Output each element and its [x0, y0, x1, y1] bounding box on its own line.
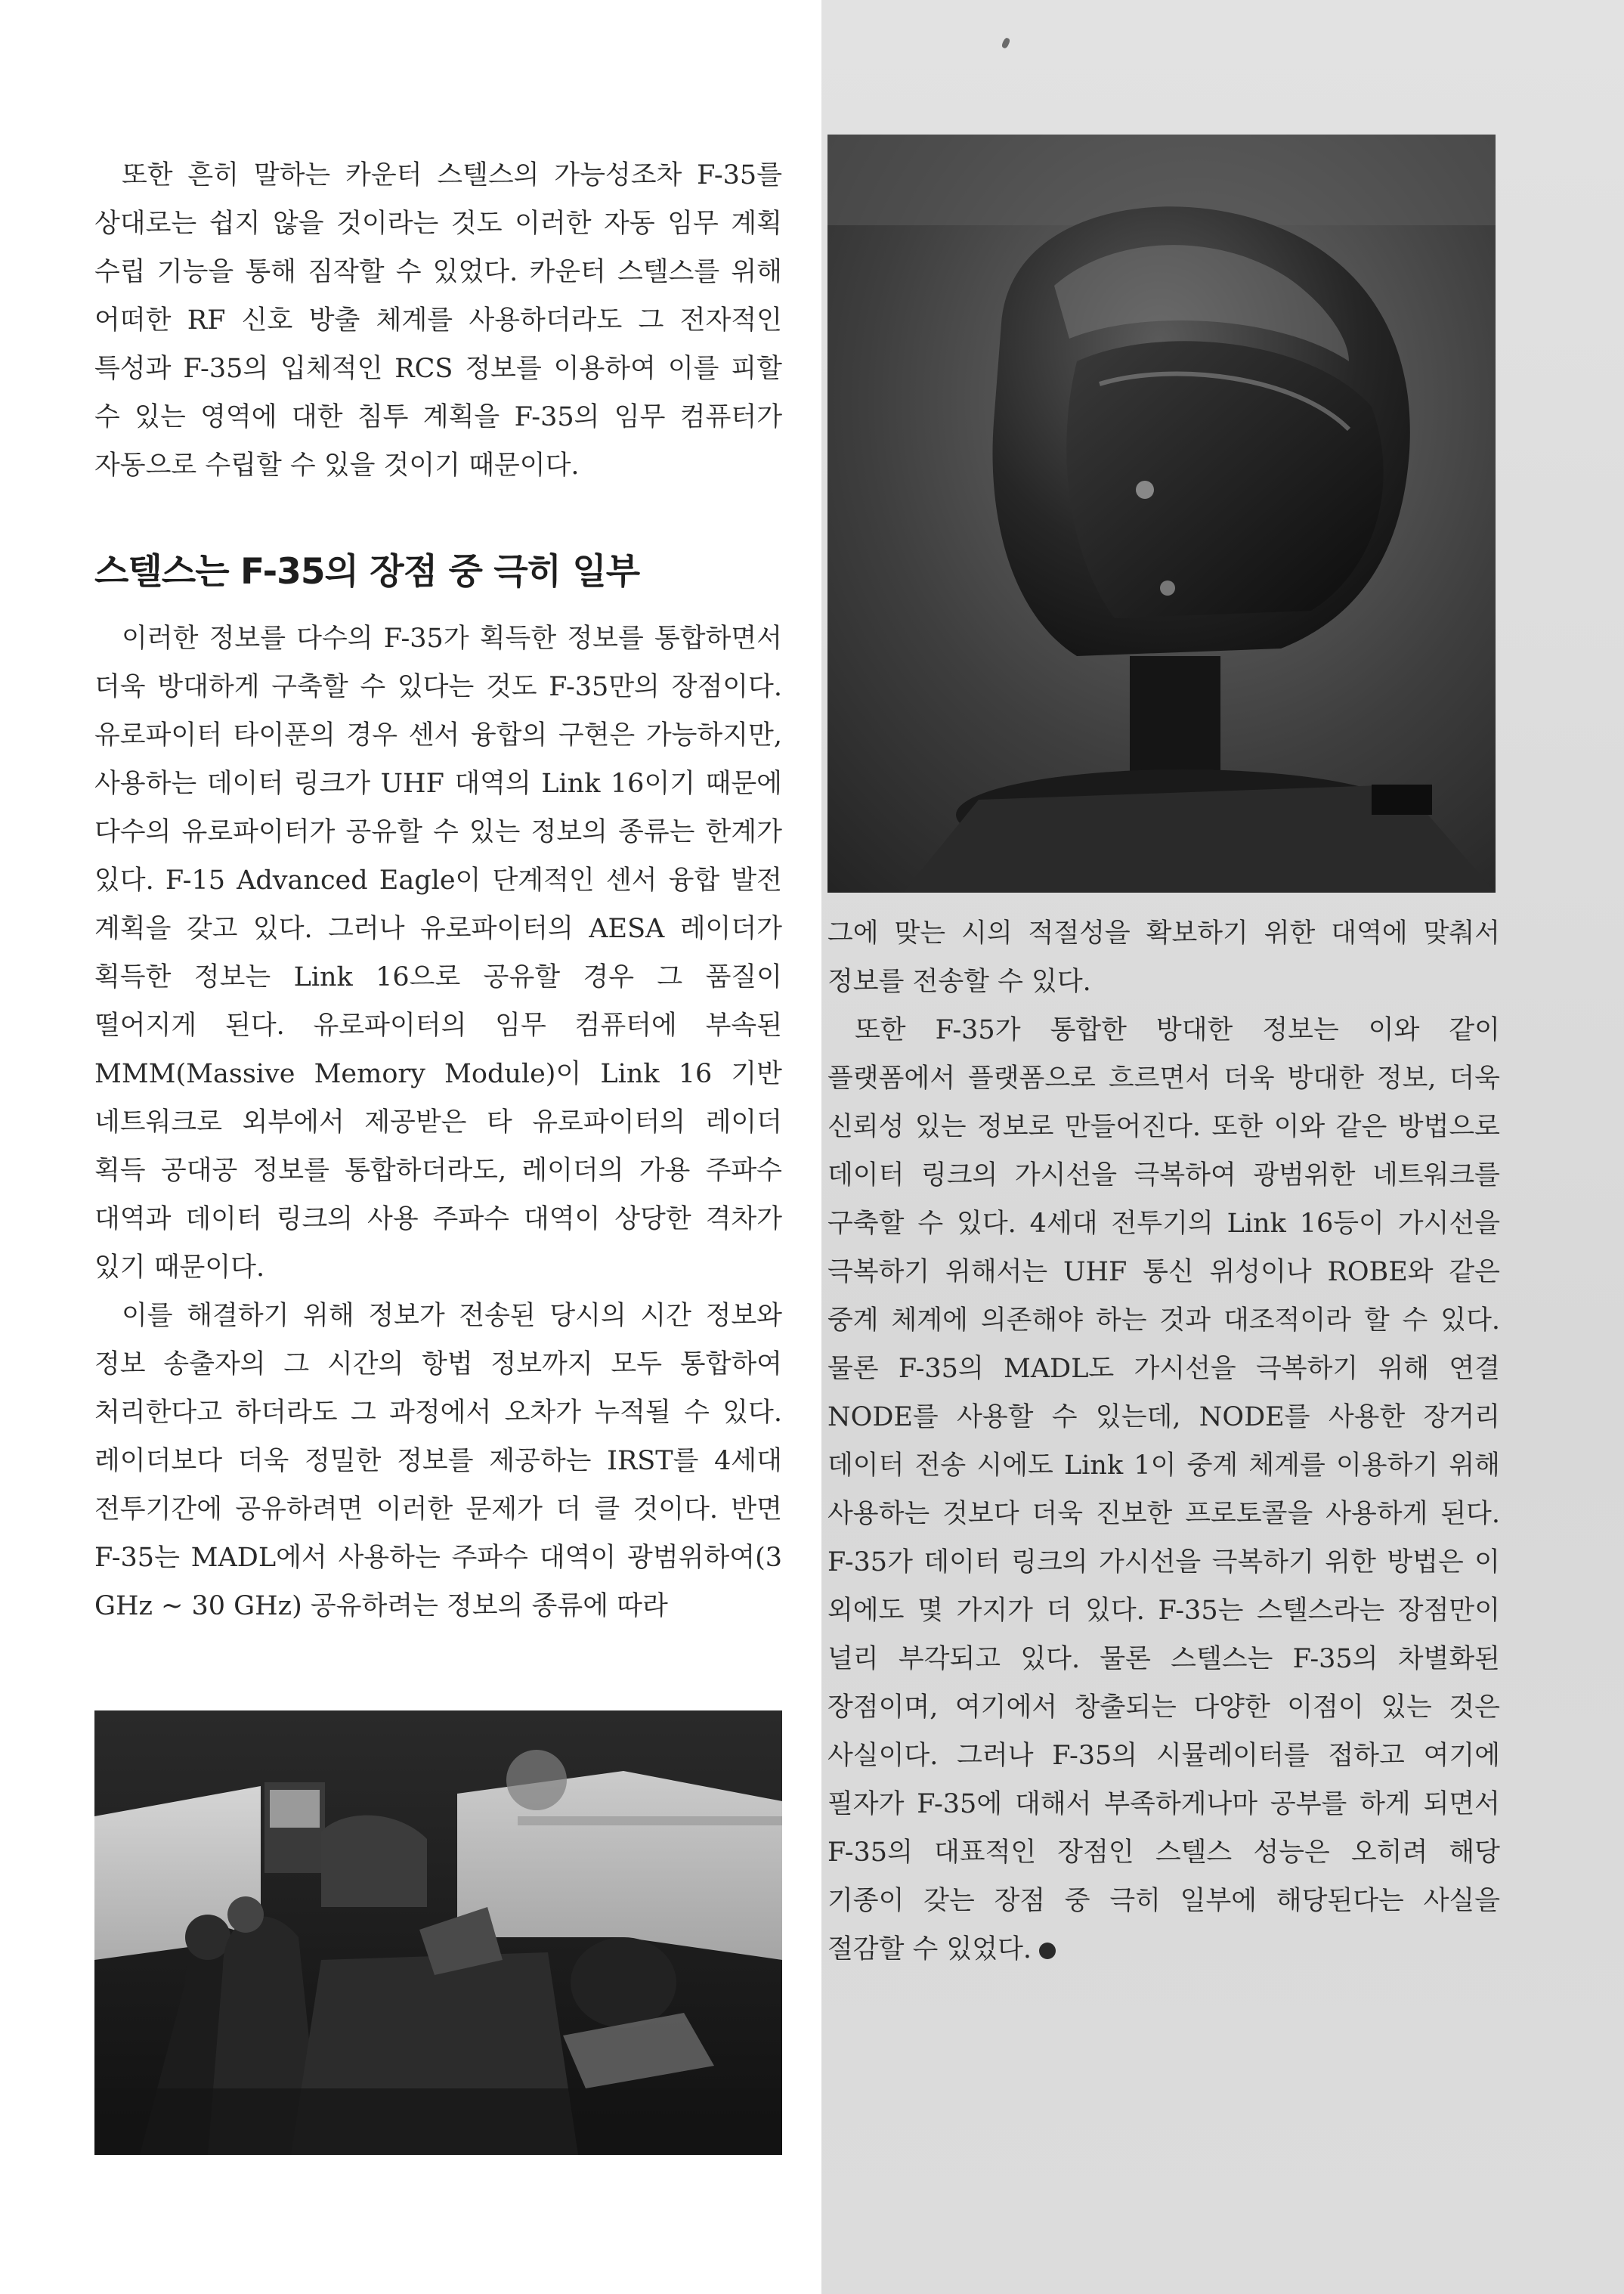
helmet-image [827, 135, 1496, 893]
section-heading: 스텔스는 F-35의 장점 중 극히 일부 [94, 551, 640, 593]
left-column-intro [94, 151, 782, 490]
right-column [827, 909, 1500, 1974]
left-column-body [94, 615, 782, 1630]
simulator-photo [94, 1710, 782, 2155]
paragraph [827, 1006, 1500, 1974]
paragraph: 이러한 정보를 다수의 F-35가 획득한 정보를 통합하면서 더욱 방대하게 구축할 수 있다는 것도 F-35만의 장점이다. 유로파이터 타이푼의 경우 센서 융합의 구현은 가능하지만, 사용하는 데이터 링크가 UHF 대역의 Link 16이기 때문에 다수의 유로파이터가 공유할 수 있는 정보의 종류는 한계가 있다. F-15 Advanced Eagle이 단계적인 센서 융합 발전 계획을 갖고 있다. 그러나 유로파이터의 AESA 레이더가 획득한 정보는 Link 16으로 공유할 경우 그 품질이 떨어지게 된다. 유로파이터의 임무 컴퓨터에 부속된 MMM(Massive Memory Module)이 Link 16 기반 네트워크로 외부에서 제공받은 타 유로파이터의 레이더 획득 공대공 정보를 통합하더라도, 레이더의 가용 주파수 대역과 데이터 링크의 사용 주파수 대역이 상당한 격차가 있기 때문이다. [94, 624, 782, 1283]
helmet-photo [827, 135, 1496, 893]
paragraph: 그에 맞는 시의 적절성을 확보하기 위한 대역에 맞춰서 정보를 전송할 수 있다. [827, 918, 1500, 997]
article-end-bullet-icon [1039, 1943, 1056, 1959]
paragraph: 또한 흔히 말하는 카운터 스텔스의 가능성조차 F-35를 상대로는 쉽지 않을 것이라는 것도 이러한 자동 임무 계획 수립 기능을 통해 짐작할 수 있었다. 카운터 스텔스를 위해 어떠한 RF 신호 방출 체계를 사용하더라도 그 전자적인 특성과 F-35의 입체적인 RCS 정보를 이용하여 이를 피할 수 있는 영역에 대한 침투 계획을 F-35의 임무 컴퓨터가 자동으로 수립할 수 있을 것이기 때문이다. [94, 160, 782, 481]
simulator-image [94, 1710, 782, 2155]
paragraph: 이를 해결하기 위해 정보가 전송된 당시의 시간 정보와 정보 송출자의 그 시간의 항법 정보까지 모두 통합하여 처리한다고 하더라도 그 과정에서 오차가 누적될 수 있다. 레이더보다 더욱 정밀한 정보를 제공하는 IRST를 4세대 전투기간에 공유하려면 이러한 문제가 더 클 것이다. 반면 F-35는 MADL에서 사용하는 주파수 대역이 광범위하여(3 GHz ~ 30 GHz) 공유하려는 정보의 종류에 따라 [94, 1301, 782, 1621]
paragraph-text: 또한 F-35가 통합한 방대한 정보는 이와 같이 플랫폼에서 플랫폼으로 흐르면서 더욱 방대한 정보, 더욱 신뢰성 있는 정보로 만들어진다. 또한 이와 같은 방법으로 데이터 링크의 가시선을 극복하여 광범위한 네트워크를 구축할 수 있다. 4세대 전투기의 Link 16등이 가시선을 극복하기 위해서는 UHF 통신 위성이나 ROBE와 같은 중계 체계에 의존해야 하는 것과 대조적이라 할 수 있다. 물론 F-35의 MADL도 가시선을 극복하기 위해 연결 NODE를 사용할 수 있는데, NODE를 사용한 장거리 데이터 전송 시에도 Link 1이 중계 체계를 이용하기 위해 사용하는 것보다 더욱 진보한 프로토콜을 사용하게 된다. F-35가 데이터 링크의 가시선을 극복하기 위한 방법은 이 외에도 몇 가지가 더 있다. F-35는 스텔스라는 장점만이 널리 부각되고 있다. 물론 스텔스는 F-35의 차별화된 장점이며, 여기에서 창출되는 다양한 이점이 있는 것은 사실이다. 그러나 F-35의 시뮬레이터를 접하고 여기에 필자가 F-35에 대해서 부족하게나마 공부를 하게 되면서 F-35의 대표적인 장점인 스텔스 성능은 오히려 해당 기종이 갖는 장점 중 극히 일부에 해당된다는 사실을 절감할 수 있었다. [827, 1015, 1500, 1964]
